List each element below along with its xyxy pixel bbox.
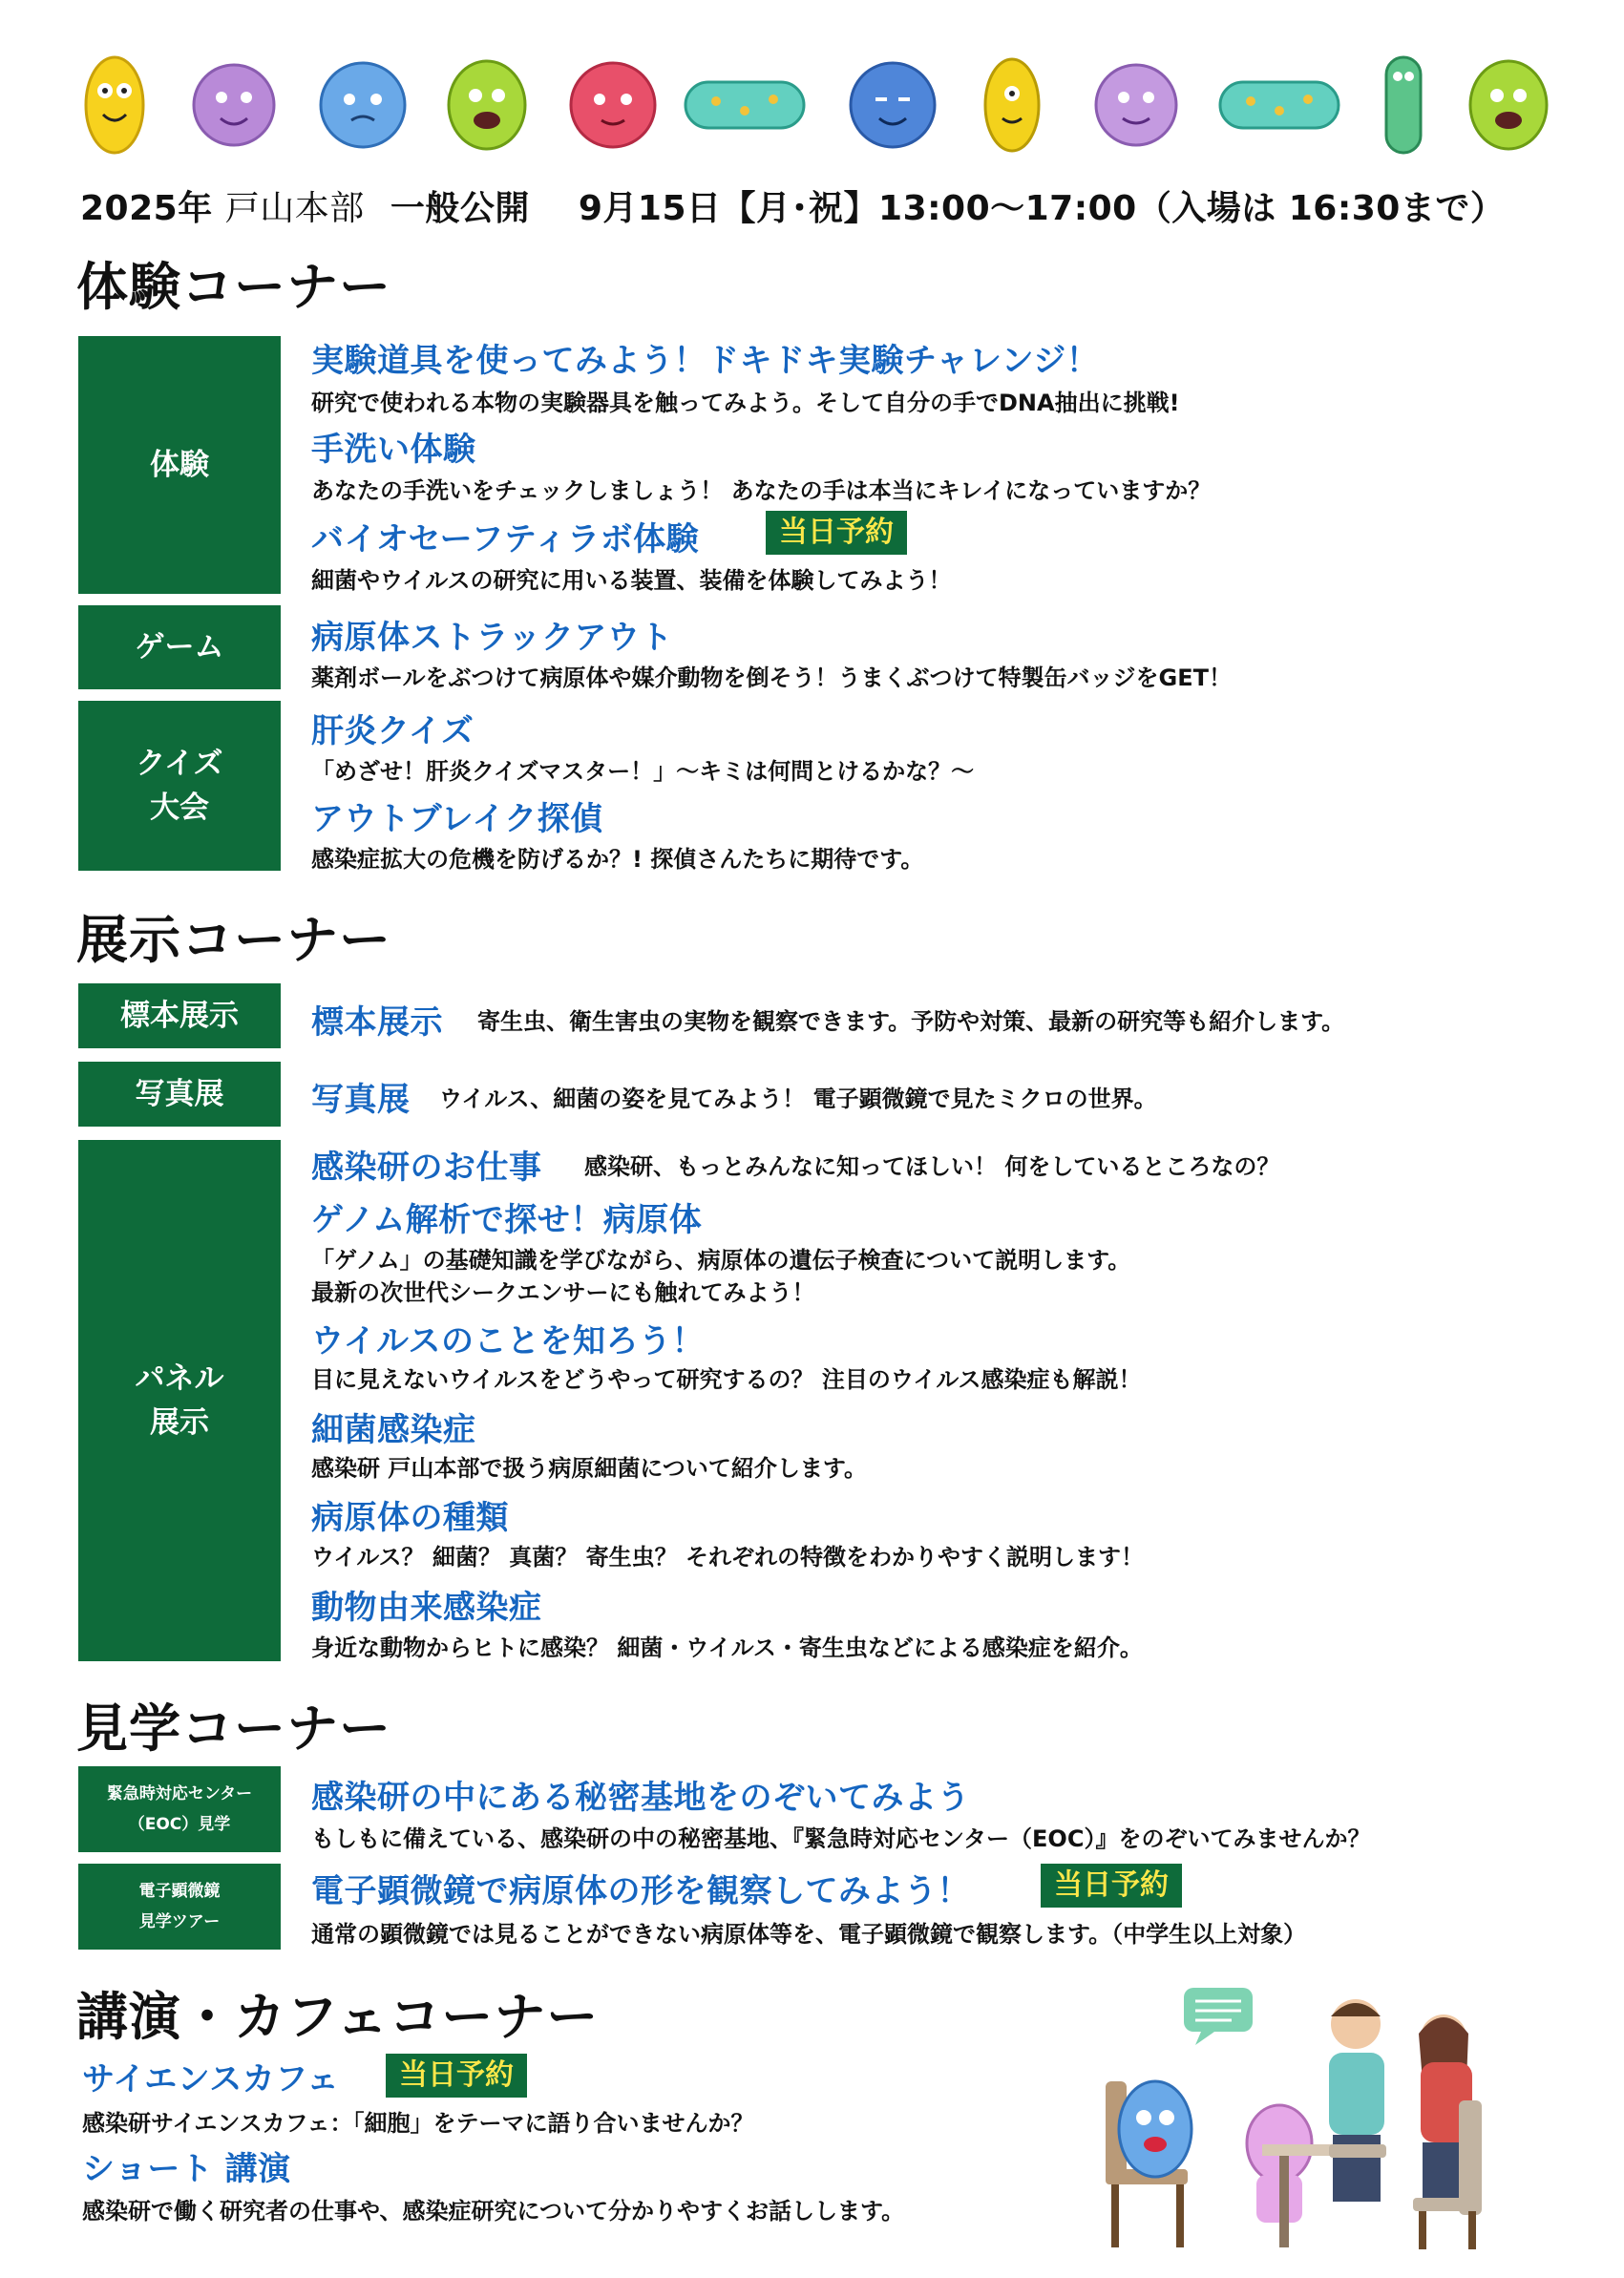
item-description: 薬剤ボールをぶつけて病原体や媒介動物を倒そう！うまくぶつけて特製缶バッジをGET！ <box>311 664 1232 691</box>
bacteria-icon <box>1220 82 1339 128</box>
category-eoc-line1: 緊急時対応センター <box>106 1783 253 1803</box>
item-title: 病原体ストラックアウト <box>311 619 673 657</box>
category-em-line1: 電子顕微鏡 <box>138 1881 221 1901</box>
red-virus-icon <box>571 63 655 147</box>
item-title: 感染研のお仕事 <box>311 1149 542 1187</box>
category-panel <box>78 1140 281 1661</box>
category-quiz-line2: 大会 <box>149 791 209 825</box>
item-title: サイエンスカフェ <box>82 2060 340 2099</box>
item-description: 身近な動物からヒトに感染？ 細菌・ウイルス・寄生虫などによる感染症を紹介。 <box>311 1635 1143 1661</box>
item-description: 寄生虫、衛生害虫の実物を観察できます。予防や対策、最新の研究等も紹介します。 <box>477 1008 1345 1035</box>
item-description: 最新の次世代シークエンサーにも触れてみよう！ <box>311 1279 815 1306</box>
yellow-spiky-germ-icon <box>985 59 1039 151</box>
item-description: 研究で使われる本物の実験器具を触ってみよう。そして自分の手でDNA抽出に挑戦! <box>311 390 1180 416</box>
item-title: アウトブレイク探偵 <box>311 800 603 838</box>
item-title: 写真展 <box>311 1081 411 1119</box>
germ-characters-row <box>67 43 1575 167</box>
category-taiken: 体験 <box>78 336 281 594</box>
section-heading-kengaku: 見学コーナー <box>76 1698 391 1759</box>
same-day-reservation-badge: 当日予約 <box>1041 1864 1182 1908</box>
category-panel-line1: パネル <box>135 1360 224 1396</box>
item-title: 実験道具を使ってみよう！ドキドキ実験チャレンジ！ <box>311 342 1100 380</box>
item-title: ショート 講演 <box>82 2150 291 2188</box>
item-title: 手洗い体験 <box>311 431 476 469</box>
event-label: 一般公開 <box>390 189 530 228</box>
category-quiz <box>78 701 281 871</box>
worm-germ-icon <box>1386 57 1421 153</box>
blue-virus-icon <box>321 63 405 147</box>
category-quiz-line1: クイズ <box>136 746 223 781</box>
item-description: ウイルス、細菌の姿を見てみよう！ 電子顕微鏡で見たミクロの世界。 <box>439 1086 1157 1112</box>
category-em-tour <box>78 1864 281 1950</box>
category-photo: 写真展 <box>78 1062 281 1127</box>
item-description: もしもに備えている、感染研の中の秘密基地、『緊急時対応センター（EOC）』をのぞいてみませんか？ <box>311 1825 1371 1852</box>
yellow-germ-icon <box>86 57 143 153</box>
bacteria-icon <box>685 82 804 128</box>
event-datetime: 9月15日【月･祝】13:00～17:00（入場は 16:30まで） <box>578 189 1506 228</box>
category-eoc-line2: （EOC）見学 <box>128 1815 231 1834</box>
same-day-reservation-badge: 当日予約 <box>386 2054 527 2098</box>
category-panel-line2: 展示 <box>150 1405 209 1440</box>
item-description: 「めざせ！肝炎クイズマスター！」～キミは何問とけるかな？～ <box>311 758 975 785</box>
man-icon <box>1329 1999 1386 2202</box>
event-header <box>80 181 1505 230</box>
green-germ-icon <box>1470 61 1547 149</box>
item-title: 動物由来感染症 <box>311 1589 542 1627</box>
item-title: バイオセーフティラボ体験 <box>311 520 700 559</box>
item-title: 電子顕微鏡で病原体の形を観察してみよう！ <box>311 1872 970 1910</box>
item-description: 感染研、もっとみんなに知ってほしい！ 何をしているところなの？ <box>584 1153 1280 1180</box>
item-title: 肝炎クイズ <box>311 712 475 750</box>
blue-germ-icon <box>851 63 935 147</box>
purple-germ-icon <box>194 65 274 145</box>
woman-icon <box>1413 2014 1482 2249</box>
item-title: ゲノム解析で探せ！病原体 <box>311 1201 703 1239</box>
item-title: 標本展示 <box>311 1003 443 1042</box>
item-title: 感染研の中にある秘密基地をのぞいてみよう <box>311 1779 970 1817</box>
item-description: 目に見えないウイルスをどうやって研究するの？ 注目のウイルス感染症も解説！ <box>311 1366 1142 1393</box>
item-description: あなたの手洗いをチェックしましょう！ あなたの手は本当にキレイになっていますか？ <box>311 477 1212 504</box>
item-description: 「ゲノム」の基礎知識を学びながら、病原体の遺伝子検査について説明します。 <box>311 1247 1131 1274</box>
item-description: 通常の顕微鏡では見ることができない病原体等を、電子顕微鏡で観察します。（中学生以上対象） <box>311 1921 1307 1948</box>
category-game: ゲーム <box>78 605 281 689</box>
item-description: 細菌やウイルスの研究に用いる装置、装備を体験してみよう！ <box>311 567 952 594</box>
section-heading-taiken: 体験コーナー <box>76 257 391 317</box>
item-description: 感染研サイエンスカフェ：「細胞」をテーマに語り合いませんか？ <box>82 2110 754 2137</box>
science-cafe-illustration <box>1088 1957 1508 2253</box>
section-heading-kouen: 講演・カフェコーナー <box>76 1987 600 2047</box>
green-germ-icon <box>449 61 525 149</box>
same-day-reservation-badge: 当日予約 <box>766 511 907 555</box>
item-title: ウイルスのことを知ろう！ <box>311 1322 705 1360</box>
item-title: 病原体の種類 <box>311 1499 509 1537</box>
section-heading-tenji: 展示コーナー <box>76 910 391 970</box>
event-venue: 戸山本部 <box>224 189 365 228</box>
item-description: ウイルス？ 細菌？ 真菌？ 寄生虫？ それぞれの特徴をわかりやすく説明します！ <box>311 1544 1144 1571</box>
item-title: 細菌感染症 <box>311 1411 476 1449</box>
event-year: 2025年 <box>80 189 213 228</box>
category-specimen: 標本展示 <box>78 983 281 1048</box>
category-eoc-tour <box>78 1766 281 1852</box>
germ-character-icon <box>1119 2081 1192 2177</box>
speech-bubble-icon <box>1184 1988 1253 2045</box>
item-description: 感染症拡大の危機を防げるか？! 探偵さんたちに期待です。 <box>311 846 924 873</box>
item-description: 感染研で働く研究者の仕事や、感染症研究について分かりやすくお話しします。 <box>82 2198 905 2225</box>
purple-germ-icon <box>1096 65 1176 145</box>
category-em-line2: 見学ツアー <box>138 1912 221 1931</box>
item-description: 感染研 戸山本部で扱う病原細菌について紹介します。 <box>311 1455 867 1482</box>
